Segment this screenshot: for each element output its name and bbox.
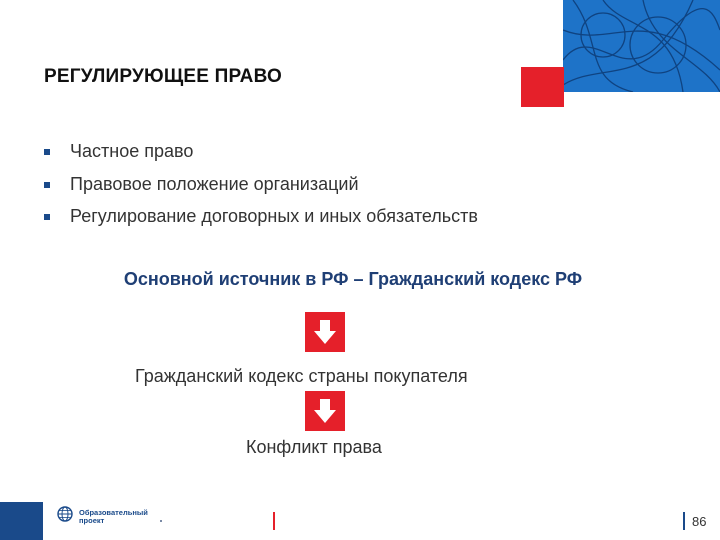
- footer-red-divider: [273, 512, 275, 530]
- down-arrow-icon: [305, 312, 345, 352]
- logo-text: [79, 509, 148, 525]
- globe-logo-icon: [57, 506, 73, 527]
- down-arrow-icon: [305, 391, 345, 431]
- bullet-marker: [44, 182, 50, 188]
- page-number: 86: [692, 514, 707, 529]
- decorative-red-square: [521, 67, 564, 107]
- decorative-blue-block: [563, 0, 720, 92]
- bullet-marker: [44, 214, 50, 220]
- buyer-code-text: Гражданский кодекс страны покупателя: [135, 366, 468, 386]
- slide-title: РЕГУЛИРУЮЩЕЕ ПРАВО: [44, 66, 283, 87]
- bullet-item: [44, 141, 193, 162]
- logo-line-2: проект: [79, 515, 105, 525]
- footer-logo: [57, 506, 148, 527]
- footer-dot: [160, 520, 162, 522]
- logo-line-1: Образовательный: [79, 507, 148, 517]
- footer-blue-block: [0, 502, 43, 540]
- bullet-item: [44, 174, 359, 195]
- bullet-marker: [44, 149, 50, 155]
- bullet-item: [44, 206, 478, 227]
- footer-page-divider: [683, 512, 685, 530]
- bullet-text: Правовое положение организаций: [70, 174, 359, 194]
- bullet-text: Частное право: [70, 141, 194, 161]
- main-source-label: Основной источник в РФ – Гражданский кодекс РФ: [123, 269, 583, 289]
- decorative-swirl-lines: [563, 0, 720, 92]
- bullet-text: Регулирование договорных и иных обязательств: [70, 206, 478, 226]
- conflict-of-law-text: Конфликт права: [246, 437, 382, 457]
- main-source-text: [0, 269, 720, 290]
